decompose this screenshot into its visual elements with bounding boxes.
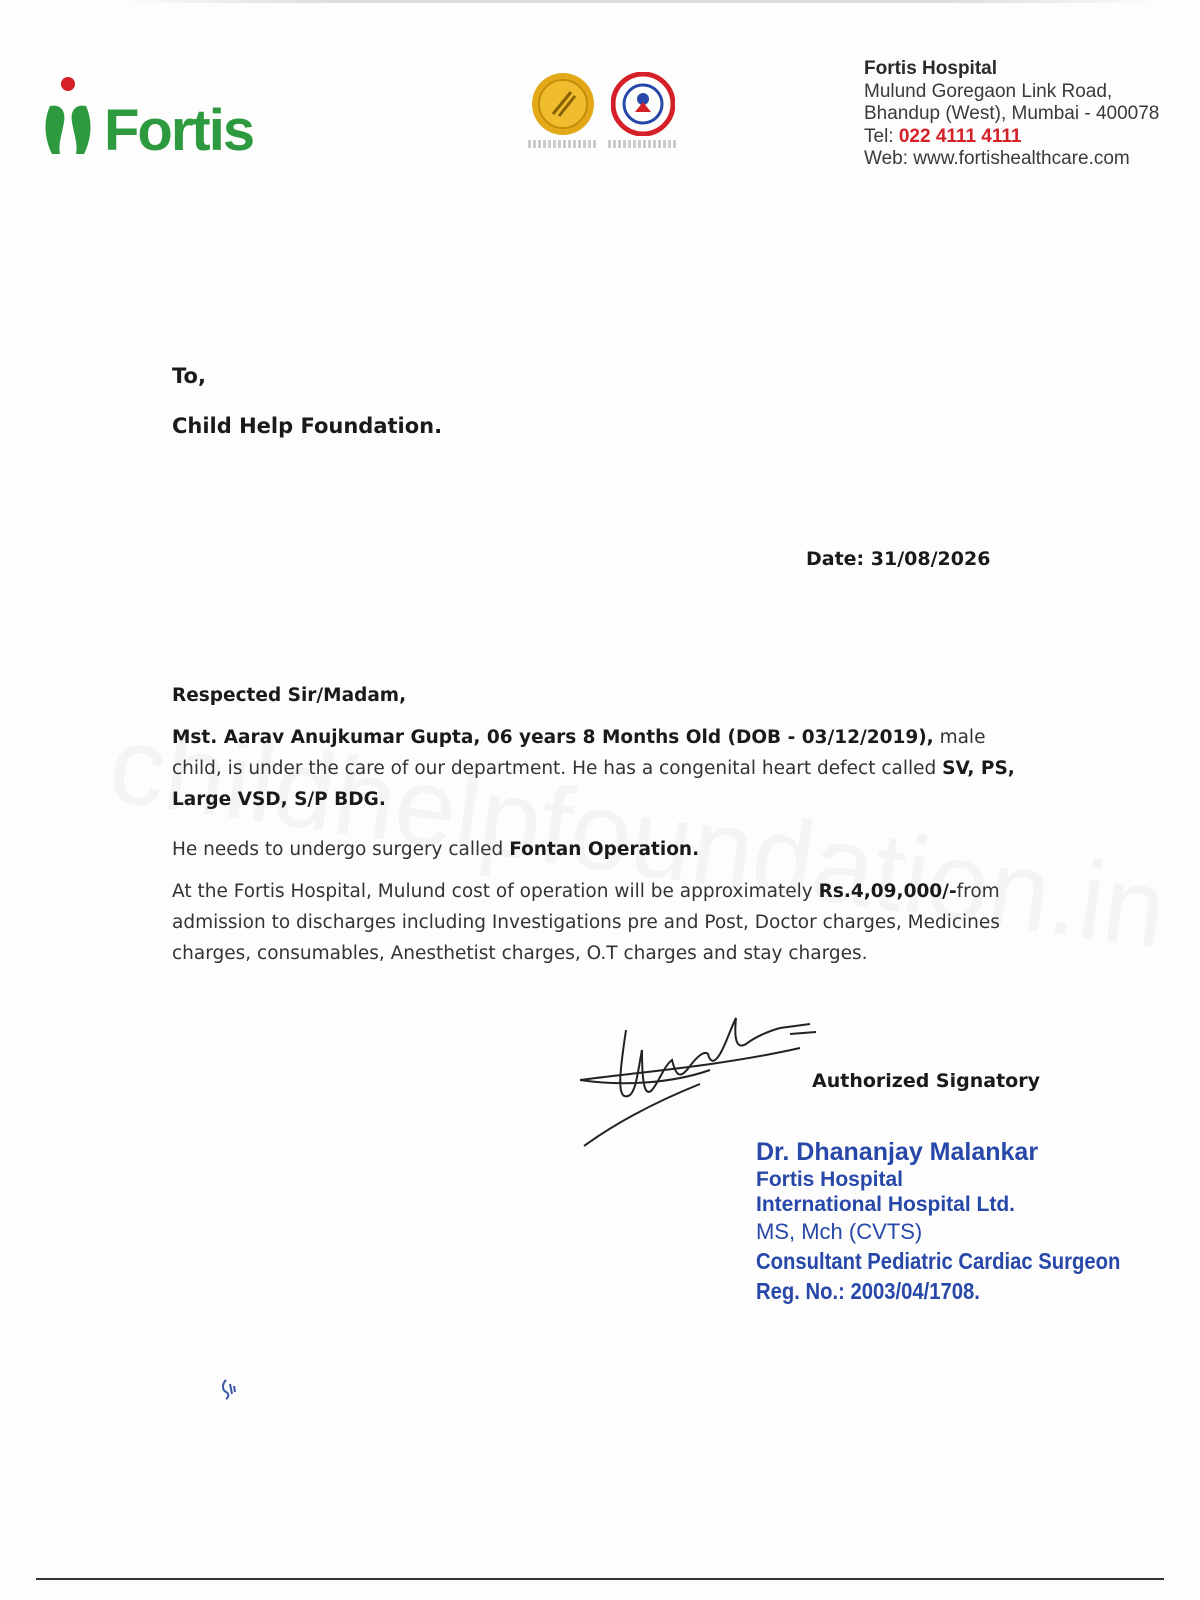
footer-divider: [36, 1578, 1164, 1580]
accreditation-seals: [528, 72, 678, 148]
website: Web: www.fortishealthcare.com: [864, 148, 1130, 169]
to-line: To,: [172, 364, 206, 388]
hospital-name: Fortis Hospital: [864, 58, 998, 79]
greeting: Respected Sir/Madam,: [172, 685, 407, 706]
fortis-symbol-icon: [40, 76, 98, 156]
tel-number: 022 4111 4111: [898, 125, 1022, 147]
telephone: [864, 126, 1159, 149]
paragraph-surgery: He needs to undergo surgery called Fontan Operation.: [172, 839, 700, 860]
fortis-logo: [40, 76, 254, 163]
top-border: [120, 0, 1160, 3]
stamp-qualification: MS, Mch (CVTS): [756, 1219, 923, 1244]
stamp-registration: Reg. No.: 2003/04/1708.: [756, 1278, 980, 1304]
tel-label: Tel:: [864, 125, 894, 147]
address-line-2: Bhandup (West), Mumbai - 400078: [864, 103, 1160, 124]
stamp-designation: Consultant Pediatric Cardiac Surgeon: [756, 1248, 1121, 1274]
paragraph-cost: At the Fortis Hospital, Mulund cost of operation will be approximately Rs.4,09,000/-from admission to discharges including Investigations pre and Post, Doctor charges, Medicines charges, consumables, Anesthetist charges, O.T charges and stay charges.: [172, 881, 1000, 964]
nabh-seal-icon: [611, 72, 675, 136]
stamp-line-2: International Hospital Ltd.: [756, 1193, 1016, 1216]
gold-seal-icon: [531, 72, 595, 136]
doctor-name: Dr. Dhananjay Malankar: [756, 1138, 1039, 1166]
hospital-address: [864, 58, 1159, 171]
doctor-stamp: [756, 1137, 1170, 1306]
stamp-line-1: Fortis Hospital: [756, 1168, 904, 1191]
recipient-name: Child Help Foundation.: [172, 414, 443, 438]
paragraph-patient: Mst. Aarav Anujkumar Gupta, 06 years 8 Months Old (DOB - 03/12/2019), male child, is under the care of our department. He has a congenital heart defect called SV, PS, Large VSD, S/P BDG.: [172, 727, 1015, 810]
logo-wordmark: Fortis: [104, 98, 254, 163]
letter-date: Date: 31/08/2026: [806, 548, 991, 570]
ink-smudge-icon: [220, 1378, 238, 1400]
jci-seal: [528, 72, 598, 148]
address-line-1: Mulund Goregaon Link Road,: [864, 80, 1113, 102]
authorized-signatory-label: Authorized Signatory: [812, 1070, 1040, 1092]
nabh-seal: [608, 72, 678, 148]
